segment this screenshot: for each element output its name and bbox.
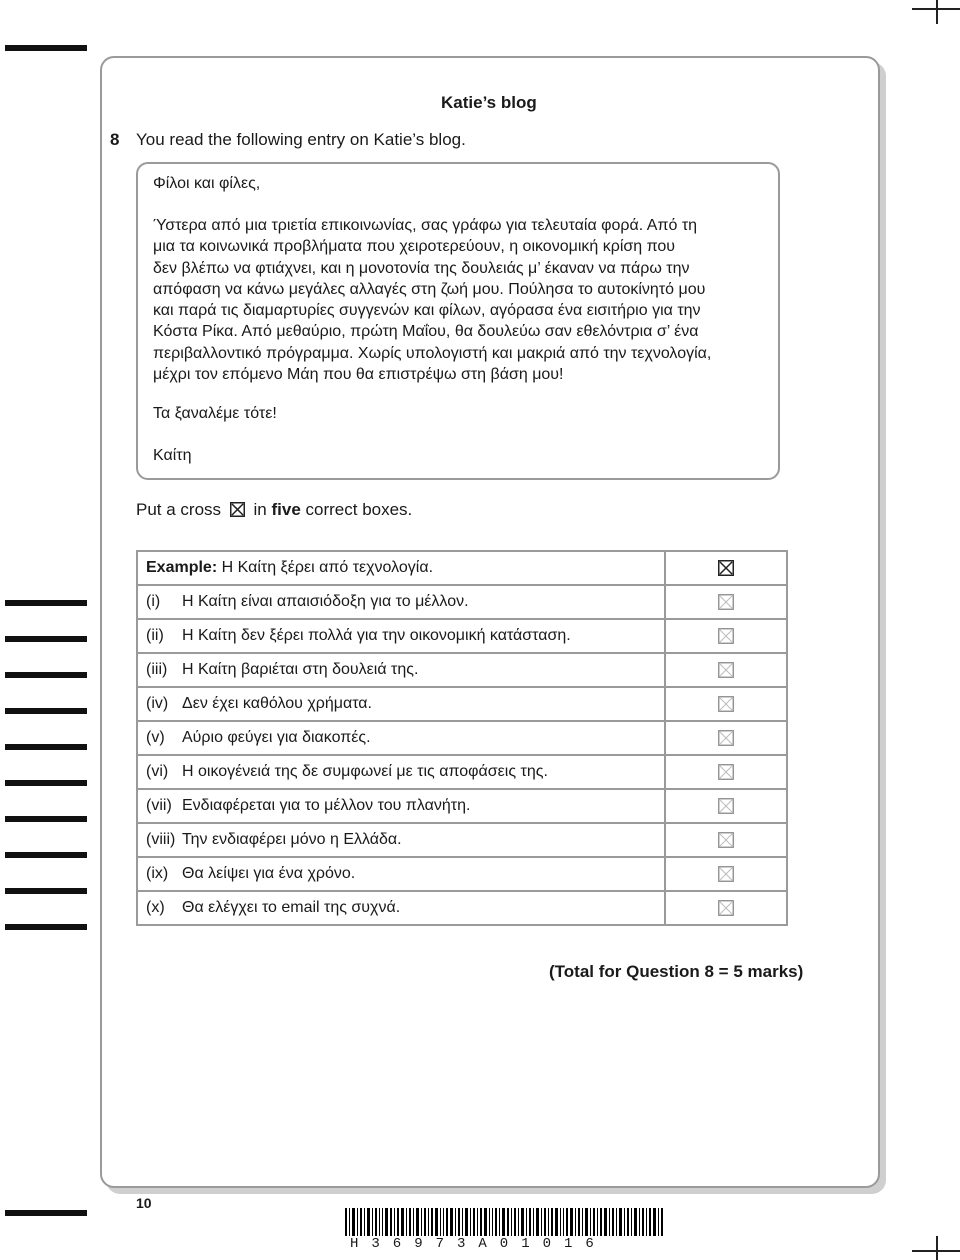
- item-number: (ii): [146, 627, 164, 644]
- crop-mark: [936, 0, 938, 24]
- item-text: Την ενδιαφέρει μόνο η Ελλάδα.: [182, 831, 402, 848]
- item-number: (ix): [146, 865, 169, 882]
- table-row: [137, 823, 787, 857]
- table-row: [137, 721, 787, 755]
- answer-checkbox[interactable]: [718, 662, 734, 678]
- table-row: [137, 789, 787, 823]
- answer-checkbox[interactable]: [718, 730, 734, 746]
- item-number: (vii): [146, 797, 172, 814]
- item-text: Θα ελέγχει το email της συχνά.: [182, 899, 401, 916]
- margin-bar: [5, 45, 87, 51]
- statement-cell: [137, 585, 665, 619]
- statement-cell: [137, 789, 665, 823]
- blog-line: δεν βλέπω να φτιάχνει, και η μονοτονία της δουλειάς μ’ έκαναν να πάρω την: [153, 259, 690, 277]
- answer-checkbox[interactable]: [718, 764, 734, 780]
- instruction-middle: in: [253, 500, 267, 519]
- answer-checkbox[interactable]: [718, 628, 734, 644]
- example-label: Example:: [146, 559, 218, 576]
- statement-cell: [137, 857, 665, 891]
- statement-cell: [137, 891, 665, 925]
- table-row: [137, 653, 787, 687]
- blog-greeting: Φίλοι και φίλες,: [153, 175, 261, 192]
- barcode: [345, 1208, 665, 1236]
- statement-cell: [137, 653, 665, 687]
- table-row: [137, 755, 787, 789]
- instruction-bold: five: [271, 500, 301, 519]
- blog-line: Κόστα Ρίκα. Από μεθαύριο, πρώτη Μαΐου, θα δουλεύω σαν εθελόντρια σ’ ένα: [153, 323, 699, 341]
- answer-checkbox[interactable]: [718, 594, 734, 610]
- margin-bar: [5, 744, 87, 750]
- answer-checkbox[interactable]: [718, 798, 734, 814]
- page-number: 10: [136, 1195, 152, 1211]
- statement-cell: [137, 721, 665, 755]
- blog-body: [153, 215, 765, 385]
- blog-signature: Καίτη: [153, 447, 192, 464]
- margin-bar: [5, 780, 87, 786]
- table-row: [137, 585, 787, 619]
- crossed-box-icon: [230, 502, 245, 522]
- statement-cell: [137, 687, 665, 721]
- blog-line: περιβαλλοντικό πρόγραμμα. Χωρίς υπολογιστή και μακριά από την τεχνολογία,: [153, 344, 712, 362]
- item-text: Η Καίτη είναι απαισιόδοξη για το μέλλον.: [182, 593, 469, 610]
- total-marks: (Total for Question 8 = 5 marks): [549, 962, 804, 981]
- item-number: (vi): [146, 763, 169, 780]
- answer-checkbox[interactable]: [718, 696, 734, 712]
- item-number: (viii): [146, 831, 176, 848]
- item-number: (v): [146, 729, 165, 746]
- answer-checkbox[interactable]: [718, 900, 734, 916]
- item-text: Ενδιαφέρεται για το μέλλον του πλανήτη.: [182, 797, 471, 814]
- example-answer-cell: [665, 551, 787, 585]
- margin-bar: [5, 600, 87, 606]
- blog-closing: Τα ξαναλέμε τότε!: [153, 405, 277, 422]
- item-number: (i): [146, 593, 161, 610]
- answer-checkbox[interactable]: [718, 832, 734, 848]
- example-row: [137, 551, 787, 585]
- question-text: You read the following entry on Katie’s blog.: [136, 130, 466, 149]
- crossed-box-icon: [718, 560, 734, 576]
- item-text: Η Καίτη δεν ξέρει πολλά για την οικονομική κατάσταση.: [182, 627, 571, 644]
- crop-mark: [936, 1236, 938, 1260]
- instruction-before: Put a cross: [136, 500, 222, 519]
- margin-bar: [5, 852, 87, 858]
- item-number: (iii): [146, 661, 168, 678]
- blog-line: μέχρι τον επόμενο Μάη που θα επιστρέψω στη βάση μου!: [153, 366, 564, 384]
- margin-bar: [5, 708, 87, 714]
- margin-bar: [5, 816, 87, 822]
- item-number: (x): [146, 899, 165, 916]
- instruction: [136, 500, 412, 522]
- table-row: [137, 687, 787, 721]
- example-text: Η Καίτη ξέρει από τεχνολογία.: [221, 559, 434, 576]
- item-text: Αύριο φεύγει για διακοπές.: [182, 729, 371, 746]
- margin-bar: [5, 672, 87, 678]
- margin-bar: [5, 924, 87, 930]
- answer-checkbox[interactable]: [718, 866, 734, 882]
- blog-line: και παρά τις διαμαρτυρίες συγγενών και φίλων, αγόρασα ένα εισιτήριο για την: [153, 302, 701, 320]
- table-row: [137, 857, 787, 891]
- blog-line: απόφαση να κάνω μεγάλες αλλαγές στη ζωή μου. Πούλησα το αυτοκίνητό μου: [153, 280, 706, 298]
- margin-bar: [5, 636, 87, 642]
- statement-cell: [137, 755, 665, 789]
- item-text: Η Καίτη βαριέται στη δουλειά της.: [182, 661, 419, 678]
- item-text: Θα λείψει για ένα χρόνο.: [182, 865, 356, 882]
- margin-bar: [5, 888, 87, 894]
- blog-heading: Katie’s blog: [441, 93, 537, 112]
- instruction-after: correct boxes.: [305, 500, 413, 519]
- margin-bar: [5, 1210, 87, 1216]
- question-number: 8: [110, 130, 120, 149]
- answer-table: [136, 550, 788, 926]
- item-number: (iv): [146, 695, 169, 712]
- item-text: Δεν έχει καθόλου χρήματα.: [182, 695, 372, 712]
- table-row: [137, 891, 787, 925]
- statement-cell: [137, 823, 665, 857]
- blog-line: μια τα κοινωνικά προβλήματα που χειροτερεύουν, η οικονομική κρίση που: [153, 238, 676, 256]
- blog-line: Ύστερα από μια τριετία επικοινωνίας, σας γράφω για τελευταία φορά. Από τη: [153, 217, 698, 234]
- example-statement: [137, 551, 665, 585]
- statement-cell: [137, 619, 665, 653]
- table-row: [137, 619, 787, 653]
- barcode-text: H36973A01016: [350, 1236, 607, 1252]
- item-text: Η οικογένειά της δε συμφωνεί με τις αποφάσεις της.: [182, 763, 548, 780]
